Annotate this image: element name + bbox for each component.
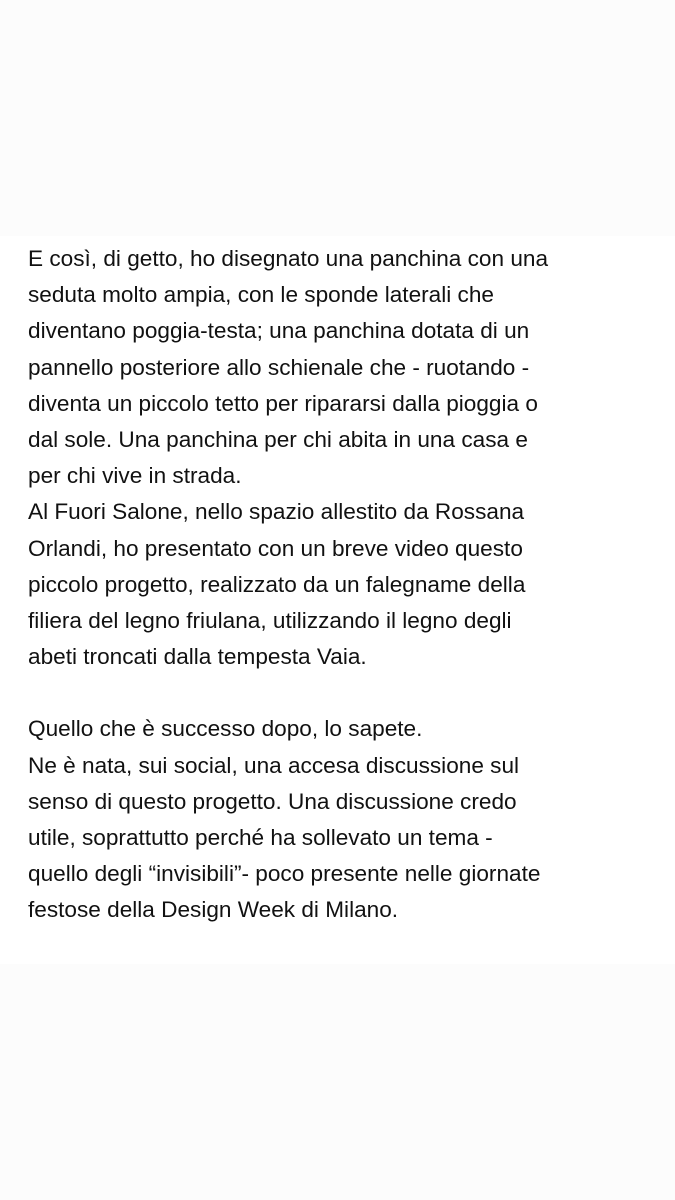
text-line: filiera del legno friulana, utilizzando il legno degli xyxy=(28,607,512,633)
text-line: Orlandi, ho presentato con un breve video questo xyxy=(28,535,523,561)
text-line: Quello che è successo dopo, lo sapete. xyxy=(28,716,423,742)
text-line: per chi vive in strada. xyxy=(28,463,242,489)
paragraph-break xyxy=(28,675,668,711)
text-line: seduta molto ampia, con le sponde laterali che xyxy=(28,282,494,308)
text-line: utile, soprattutto perché ha sollevato un tema - xyxy=(28,825,493,850)
text-line: piccolo progetto, realizzato da un falegname della xyxy=(28,571,526,597)
text-line: diventa un piccolo tetto per ripararsi dalla pioggia o xyxy=(28,390,538,416)
text-line: dal sole. Una panchina per chi abita in una casa e xyxy=(28,426,528,452)
text-line: pannello posteriore allo schienale che - ruotando - xyxy=(28,354,530,380)
text-line: Ne è nata, sui social, una accesa discussione sul xyxy=(28,752,520,778)
text-line: quello degli “invisibili”- poco presente nelle giornate xyxy=(28,861,541,887)
note-card xyxy=(0,236,675,964)
text-line: senso di questo progetto. Una discussione credo xyxy=(28,788,517,814)
text-line: Al Fuori Salone, nello spazio allestito da Rossana xyxy=(28,499,525,525)
note-text[interactable] xyxy=(28,241,668,929)
text-line: E così, di getto, ho disegnato una panchina con una xyxy=(28,246,549,271)
text-line: abeti troncati dalla tempesta Vaia. xyxy=(28,644,367,670)
text-line: diventano poggia-testa; una panchina dotata di un xyxy=(28,318,530,344)
text-line: festose della Design Week di Milano. xyxy=(28,897,399,923)
